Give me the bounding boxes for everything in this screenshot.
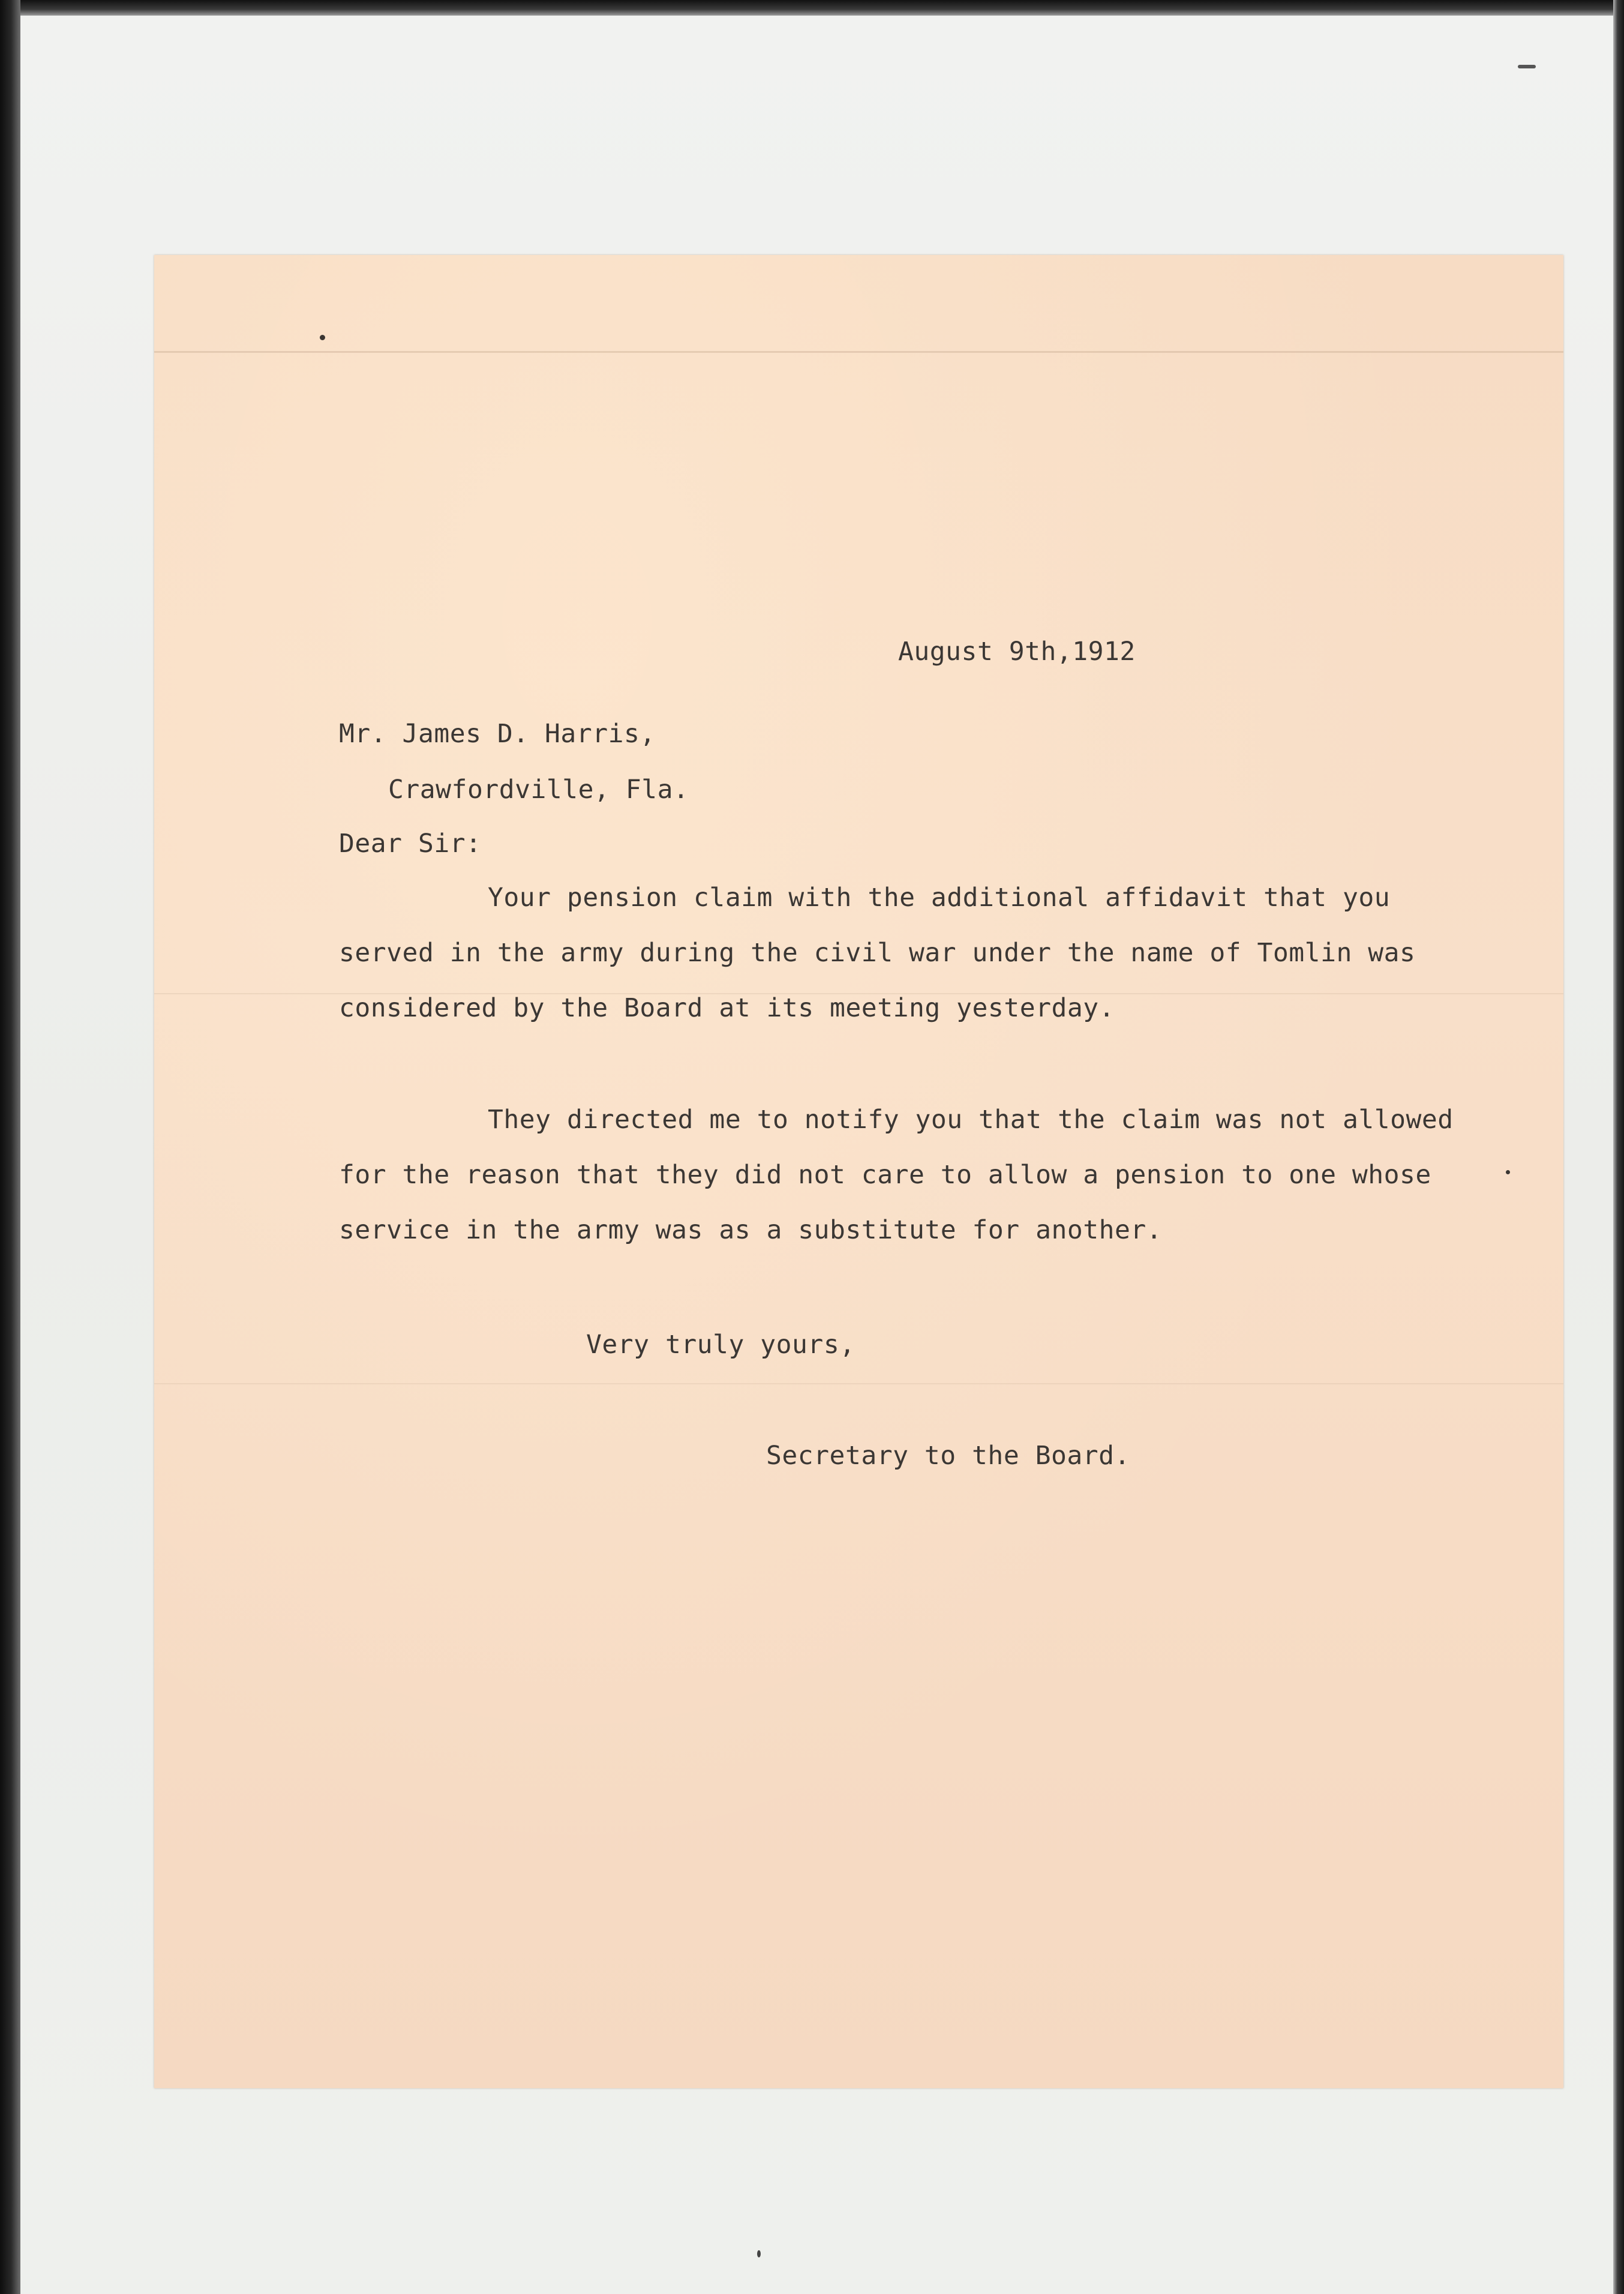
fold-line (154, 1383, 1563, 1384)
scanner-right-edge (1613, 0, 1624, 2294)
ink-speck (757, 2250, 761, 2257)
ink-speck (1506, 1170, 1510, 1174)
recipient-name: Mr. James D. Harris, (339, 719, 656, 749)
ink-speck (320, 335, 325, 340)
fold-line (154, 351, 1563, 353)
salutation: Dear Sir: (339, 829, 482, 859)
scanner-top-edge (0, 0, 1624, 16)
letter-date: August 9th,1912 (898, 637, 1136, 667)
body-paragraph: Your pension claim with the additional affidavit that you served in the army during the civil war under the name of Tomlin was considered by the Board at its meeting yesterday. (339, 883, 1416, 1023)
letter-page (154, 255, 1563, 2088)
body-paragraph: They directed me to notify you that the claim was not allowed for the reason that they did not care to allow a pension to one whose service in the army was as a substitute for another. (339, 1105, 1454, 1245)
recipient-address: Crawfordville, Fla. (388, 775, 689, 805)
signature-title: Secretary to the Board. (766, 1441, 1130, 1471)
scanner-left-edge (0, 0, 20, 2294)
ink-speck (1518, 65, 1536, 68)
closing: Very truly yours, (586, 1330, 855, 1360)
